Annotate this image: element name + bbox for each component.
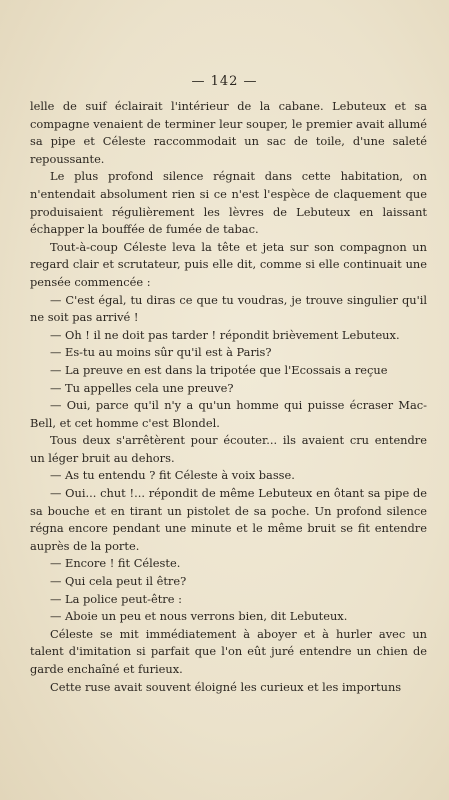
paragraph: Céleste se mit immédiatement à aboyer et à hurler avec un talent d'imitation si parfait que l'on eût juré entendre un chien de garde enchaîné et furieux. [30, 626, 427, 676]
paragraph: Cette ruse avait souvent éloigné les curieux et les importuns [50, 679, 402, 694]
dialogue-line: — Oh ! il ne doit pas tarder ! répondit brièvement Lebuteux. [50, 327, 400, 342]
paragraph: Tous deux s'arrêtèrent pour écouter... ils avaient cru entendre un léger bruit au dehors. [30, 433, 427, 465]
dialogue-line: — C'est égal, tu diras ce que tu voudras, je trouve singulier qu'il ne soit pas arrivé ! [30, 292, 427, 325]
body-text [30, 98, 427, 696]
dialogue-line: — Tu appelles cela une preuve? [50, 380, 234, 395]
paragraph: Le plus profond silence régnait dans cette habitation, on n'entendait absolument rien si ce n'est l'espèce de claquement que produisaient régulièrement les lèvres de Lebuteux en laissant échapper la bouffée de fumée de tabac. [30, 169, 427, 237]
dialogue-line: — Aboie un peu et nous verrons bien, dit Lebuteux. [50, 609, 348, 624]
dialogue-line: — As tu entendu ? fit Céleste à voix basse. [50, 468, 295, 483]
page-number: — 142 — [191, 74, 258, 89]
dialogue-line: — Es-tu au moins sûr qu'il est à Paris? [50, 345, 272, 360]
dialogue-line: — Oui... chut !... répondit de même Lebuteux en ôtant sa pipe de sa bouche et en tirant un pistolet de sa poche. Un profond silence régna encore pendant une minute et le même bruit se fit entendre auprès de la porte. [30, 486, 427, 553]
dialogue-line: — La police peut-être : [50, 591, 182, 606]
dialogue-line: — La preuve en est dans la tripotée que l'Ecossais a reçue [50, 362, 388, 377]
dialogue-line: — Encore ! fit Céleste. [50, 556, 181, 571]
paragraph: lelle de suif éclairait l'intérieur de la cabane. Lebuteux et sa compagne venaient de terminer leur souper, le premier avait allumé sa pipe et Céleste raccommodait un sac de toile, d'une saleté repoussante. [30, 99, 427, 166]
dialogue-line: — Qui cela peut il être? [50, 574, 187, 589]
dialogue-line: — Oui, parce qu'il n'y a qu'un homme qui puisse écraser Mac-Bell, et cet homme c'est Blondel. [30, 398, 427, 430]
paragraph: Tout-à-coup Céleste leva la tête et jeta sur son compagnon un regard clair et scrutateur, puis elle dit, comme si elle continuait une pensée commencée : [30, 239, 427, 289]
